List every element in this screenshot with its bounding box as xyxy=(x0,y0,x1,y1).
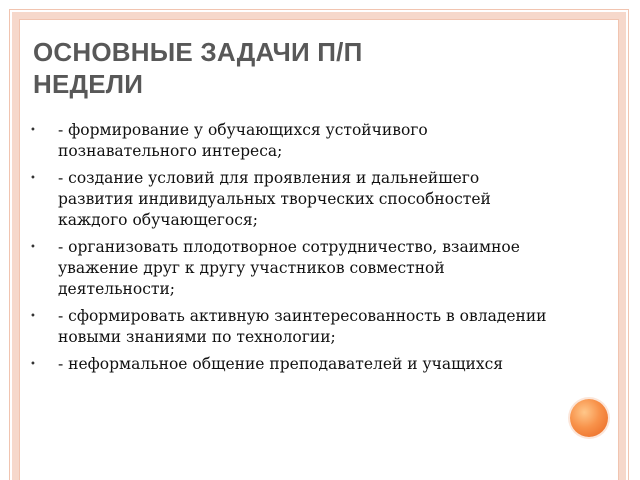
bullet-item xyxy=(30,306,550,348)
bullet-dot-icon: • xyxy=(30,173,36,184)
bullet-dot-icon: • xyxy=(30,242,36,253)
bullet-text: - организовать плодотворное сотрудничество, взаимное уважение друг к другу участников совместной деятельности; xyxy=(58,238,520,298)
slide-content xyxy=(30,120,550,381)
slide-title xyxy=(33,36,593,100)
orange-orb-icon xyxy=(570,399,608,437)
bullet-text: - формирование у обучающихся устойчивого познавательного интереса; xyxy=(58,121,428,160)
slide-title-line-2: НЕДЕЛИ xyxy=(33,69,144,99)
bullet-item xyxy=(30,354,550,375)
slide-title-line-1: ОСНОВНЫЕ ЗАДАЧИ П/П xyxy=(33,37,363,67)
bullet-dot-icon: • xyxy=(30,311,36,322)
bullet-text: - сформировать активную заинтересованность в овладении новыми знаниями по технологии; xyxy=(58,307,547,346)
bullet-item xyxy=(30,120,550,162)
bullet-dot-icon: • xyxy=(30,125,36,136)
bullet-text: - неформальное общение преподавателей и учащихся xyxy=(58,355,504,373)
bullet-item xyxy=(30,168,550,231)
bullet-text: - создание условий для проявления и дальнейшего развития индивидуальных творческих способностей каждого обучающегося; xyxy=(58,169,491,229)
bullet-list xyxy=(30,120,550,375)
bullet-item xyxy=(30,237,550,300)
bullet-dot-icon: • xyxy=(30,359,36,370)
